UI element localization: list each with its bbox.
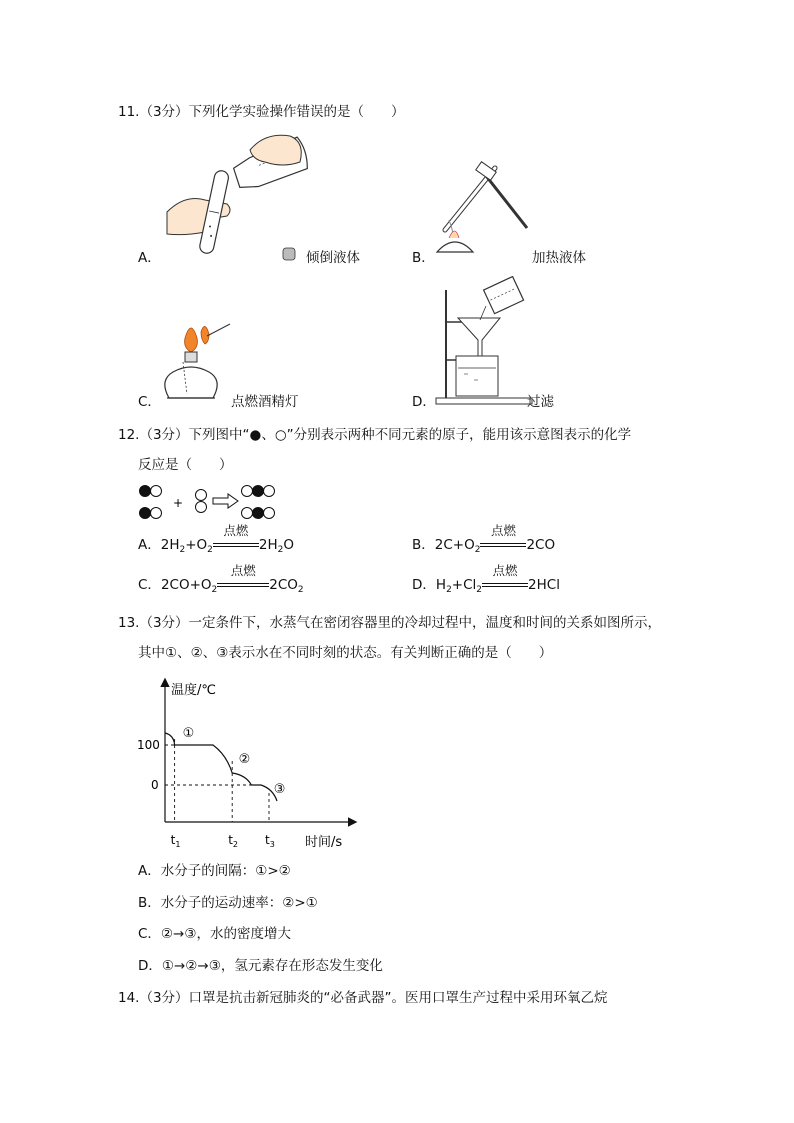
x-tick-t1: $t_1$ bbox=[170, 833, 181, 849]
q13-stem-line2: 其中①、②、③表示水在不同时刻的状态。有关判断正确的是（ ） bbox=[138, 645, 553, 661]
molecule-reaction-diagram bbox=[138, 482, 283, 522]
q12-option-b: B．$2C+O_2$ 点燃 2CO bbox=[412, 523, 556, 555]
q12-option-d: D．$H_2+Cl_2$ 点燃 2HCl bbox=[412, 563, 560, 595]
state-marker-1: ① bbox=[182, 726, 195, 741]
q11-option-d-letter: D． bbox=[412, 394, 436, 410]
q13-option-c: C．②→③，水的密度增大 bbox=[138, 926, 291, 942]
q11-option-b-label: 加热液体 bbox=[532, 250, 586, 266]
q13-option-b: B．水分子的运动速率：②>① bbox=[138, 895, 318, 911]
q11-option-a-label: 倾倒液体 bbox=[306, 250, 360, 266]
reaction-condition: 点燃 bbox=[480, 535, 526, 555]
heating-liquid-illustration bbox=[435, 160, 535, 260]
q11-option-b-letter: B． bbox=[412, 250, 435, 266]
q12-stem-line1: 12.（3分）下列图中“●、○”分别表示两种不同元素的原子，能用该示意图表示的化学 bbox=[118, 427, 632, 443]
alcohol-lamp-illustration bbox=[155, 318, 235, 408]
y-tick-100: 100 bbox=[137, 738, 160, 752]
x-tick-t3: $t_3$ bbox=[265, 833, 275, 849]
x-axis-label: 时间/s bbox=[305, 835, 343, 850]
q13-option-d: D．①→②→③，氢元素存在形态发生变化 bbox=[138, 958, 383, 974]
state-marker-2: ② bbox=[238, 752, 251, 767]
q11-option-a-letter: A． bbox=[138, 250, 161, 266]
y-axis-label: 温度/℃ bbox=[171, 683, 216, 698]
cooling-curve-line bbox=[165, 733, 277, 801]
option-letter: B． bbox=[412, 537, 435, 553]
q11-stem: 11.（3分）下列化学实验操作错误的是（ ） bbox=[118, 104, 405, 120]
option-letter: A． bbox=[138, 537, 161, 553]
q11-option-c-label: 点燃酒精灯 bbox=[231, 394, 299, 410]
option-letter: D． bbox=[412, 577, 436, 593]
reaction-condition: 点燃 bbox=[213, 535, 259, 555]
y-tick-0: 0 bbox=[151, 778, 159, 792]
q11-option-d-label: 过滤 bbox=[527, 394, 554, 410]
x-tick-t2: $t_2$ bbox=[228, 833, 239, 849]
q12-stem-line2: 反应是（ ） bbox=[138, 457, 233, 473]
option-letter: C． bbox=[138, 577, 161, 593]
plus-sign: + bbox=[173, 496, 184, 510]
temperature-time-chart bbox=[135, 672, 375, 852]
q14-stem: 14.（3分）口罩是抗击新冠肺炎的“必备武器”。医用口罩生产过程中采用环氧乙烷 bbox=[118, 990, 608, 1006]
filtration-illustration bbox=[434, 276, 534, 408]
q13-stem-line1: 13.（3分）一定条件下，水蒸气在密闭容器里的冷却过程中，温度和时间的关系如图所示， bbox=[118, 615, 662, 631]
reaction-condition: 点燃 bbox=[482, 575, 528, 595]
q12-option-c: C．$2CO+O_2$ 点燃 $2CO_2$ bbox=[138, 563, 304, 595]
state-marker-3: ③ bbox=[273, 782, 286, 797]
q13-option-a: A．水分子的间隔：①>② bbox=[138, 863, 291, 879]
q11-option-c-letter: C． bbox=[138, 394, 161, 410]
pouring-liquid-illustration bbox=[165, 132, 325, 262]
reaction-condition: 点燃 bbox=[217, 575, 269, 595]
q12-option-a: A．$2H_2+O_2$ 点燃 $2H_2O$ bbox=[138, 523, 295, 555]
